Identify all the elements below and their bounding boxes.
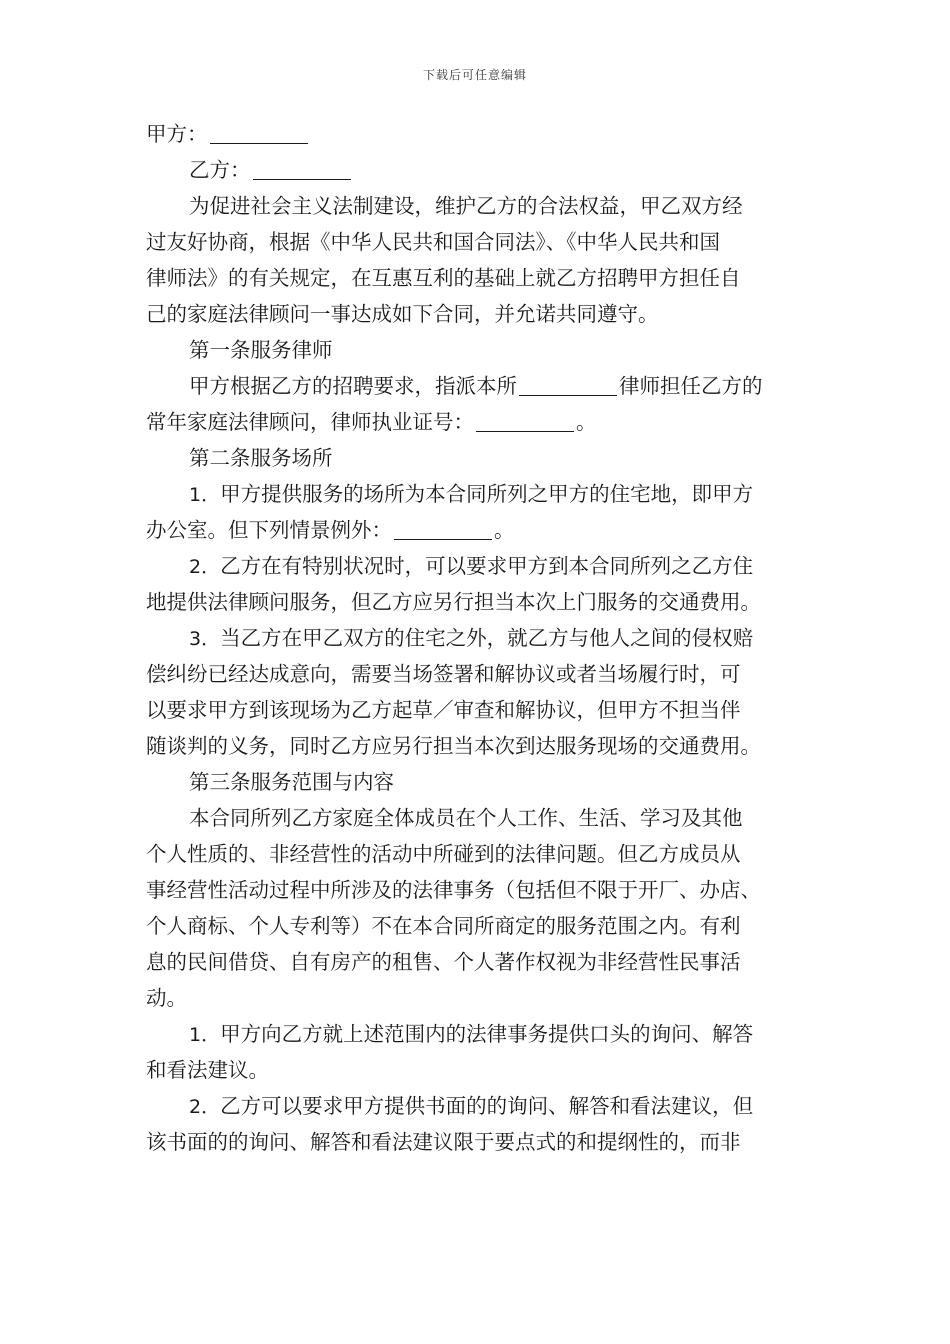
- license-number-blank: [476, 409, 574, 432]
- intro-line: 过友好协商，根据《中华人民共和国合同法》、《中华人民共和国: [146, 230, 720, 254]
- item-number: 2．: [189, 1096, 221, 1118]
- article2-title: 第二条服务场所: [189, 446, 333, 470]
- item-text: 当乙方在甲乙双方的住宅之外，就乙方与他人之间的侵权赔: [220, 626, 754, 650]
- item-text: 。: [494, 518, 515, 542]
- article3-para-line: 本合同所列乙方家庭全体成员在个人工作、生活、学习及其他: [189, 806, 743, 830]
- item-text: 办公室。但下列情景例外：: [146, 518, 392, 542]
- article2-item1-cont: [146, 512, 810, 548]
- contract-body: [146, 116, 810, 1160]
- party-b-line: [146, 152, 810, 188]
- intro-line: 己的家庭法律顾问一事达成如下合同，并允诺共同遵守。: [146, 302, 659, 326]
- article3-item1: [146, 1016, 810, 1052]
- article3-para-line: 事经营性活动过程中所涉及的法律事务（包括但不限于开厂、办店、: [146, 878, 761, 902]
- exception-blank: [394, 517, 492, 540]
- article1-line: [146, 368, 810, 404]
- article1-title: 第一条服务律师: [189, 338, 333, 362]
- article1-text: 律师担任乙方的: [619, 374, 763, 398]
- article2-item3: [146, 620, 810, 656]
- article2-item3-cont: 以要求甲方到该现场为乙方起草／审查和解协议，但甲方不担当伴: [146, 698, 741, 722]
- party-a-line: [146, 116, 810, 152]
- article2-item2-cont: 地提供法律顾问服务，但乙方应另行担当本次上门服务的交通费用。: [146, 590, 761, 614]
- intro-line: 律师法》的有关规定，在互惠互利的基础上就乙方招聘甲方担任自: [146, 266, 741, 290]
- article1-text: 。: [576, 410, 597, 434]
- article3-item2: [146, 1088, 810, 1124]
- party-b-label: 乙方：: [189, 158, 251, 182]
- article2-item2: [146, 548, 810, 584]
- intro-line: 为促进社会主义法制建设，维护乙方的合法权益，甲乙双方经: [189, 194, 743, 218]
- article3-title: 第三条服务范围与内容: [189, 770, 394, 794]
- item-number: 1．: [189, 484, 221, 506]
- item-number: 2．: [189, 556, 221, 578]
- item-text: 乙方可以要求甲方提供书面的的询问、解答和看法建议，但: [220, 1094, 754, 1118]
- article2-item3-cont: 随谈判的义务，同时乙方应另行担当本次到达服务现场的交通费用。: [146, 734, 761, 758]
- party-a-label: 甲方：: [146, 122, 208, 146]
- item-number: 3．: [189, 628, 221, 650]
- article3-para-line: 个人商标、个人专利等）不在本合同所商定的服务范围之内。有利: [146, 914, 741, 938]
- page-header: 下载后可任意编辑: [422, 68, 527, 82]
- party-a-blank: [210, 121, 308, 144]
- party-b-blank: [253, 157, 351, 180]
- lawyer-name-blank: [519, 373, 617, 396]
- article1-text: 常年家庭法律顾问，律师执业证号：: [146, 410, 474, 434]
- article2-item3-cont: 偿纠纷已经达成意向，需要当场签署和解协议或者当场履行时，可: [146, 662, 741, 686]
- article3-para-line: 息的民间借贷、自有房产的租售、个人著作权视为非经营性民事活: [146, 950, 741, 974]
- article3-item1-cont: 和看法建议。: [146, 1058, 269, 1082]
- article1-text: 甲方根据乙方的招聘要求，指派本所: [189, 374, 517, 398]
- article2-item1: [146, 476, 810, 512]
- item-number: 1．: [189, 1024, 221, 1046]
- article3-para-line: 动。: [146, 986, 187, 1010]
- article3-item2-cont: 该书面的的询问、解答和看法建议限于要点式的和提纲性的，而非: [146, 1130, 741, 1154]
- item-text: 甲方向乙方就上述范围内的法律事务提供口头的询问、解答: [220, 1022, 754, 1046]
- article1-line: [146, 404, 810, 440]
- item-text: 甲方提供服务的场所为本合同所列之甲方的住宅地，即甲方: [220, 482, 754, 506]
- article3-para-line: 个人性质的、非经营性的活动中所碰到的法律问题。但乙方成员从: [146, 842, 741, 866]
- item-text: 乙方在有特别状况时，可以要求甲方到本合同所列之乙方住: [220, 554, 754, 578]
